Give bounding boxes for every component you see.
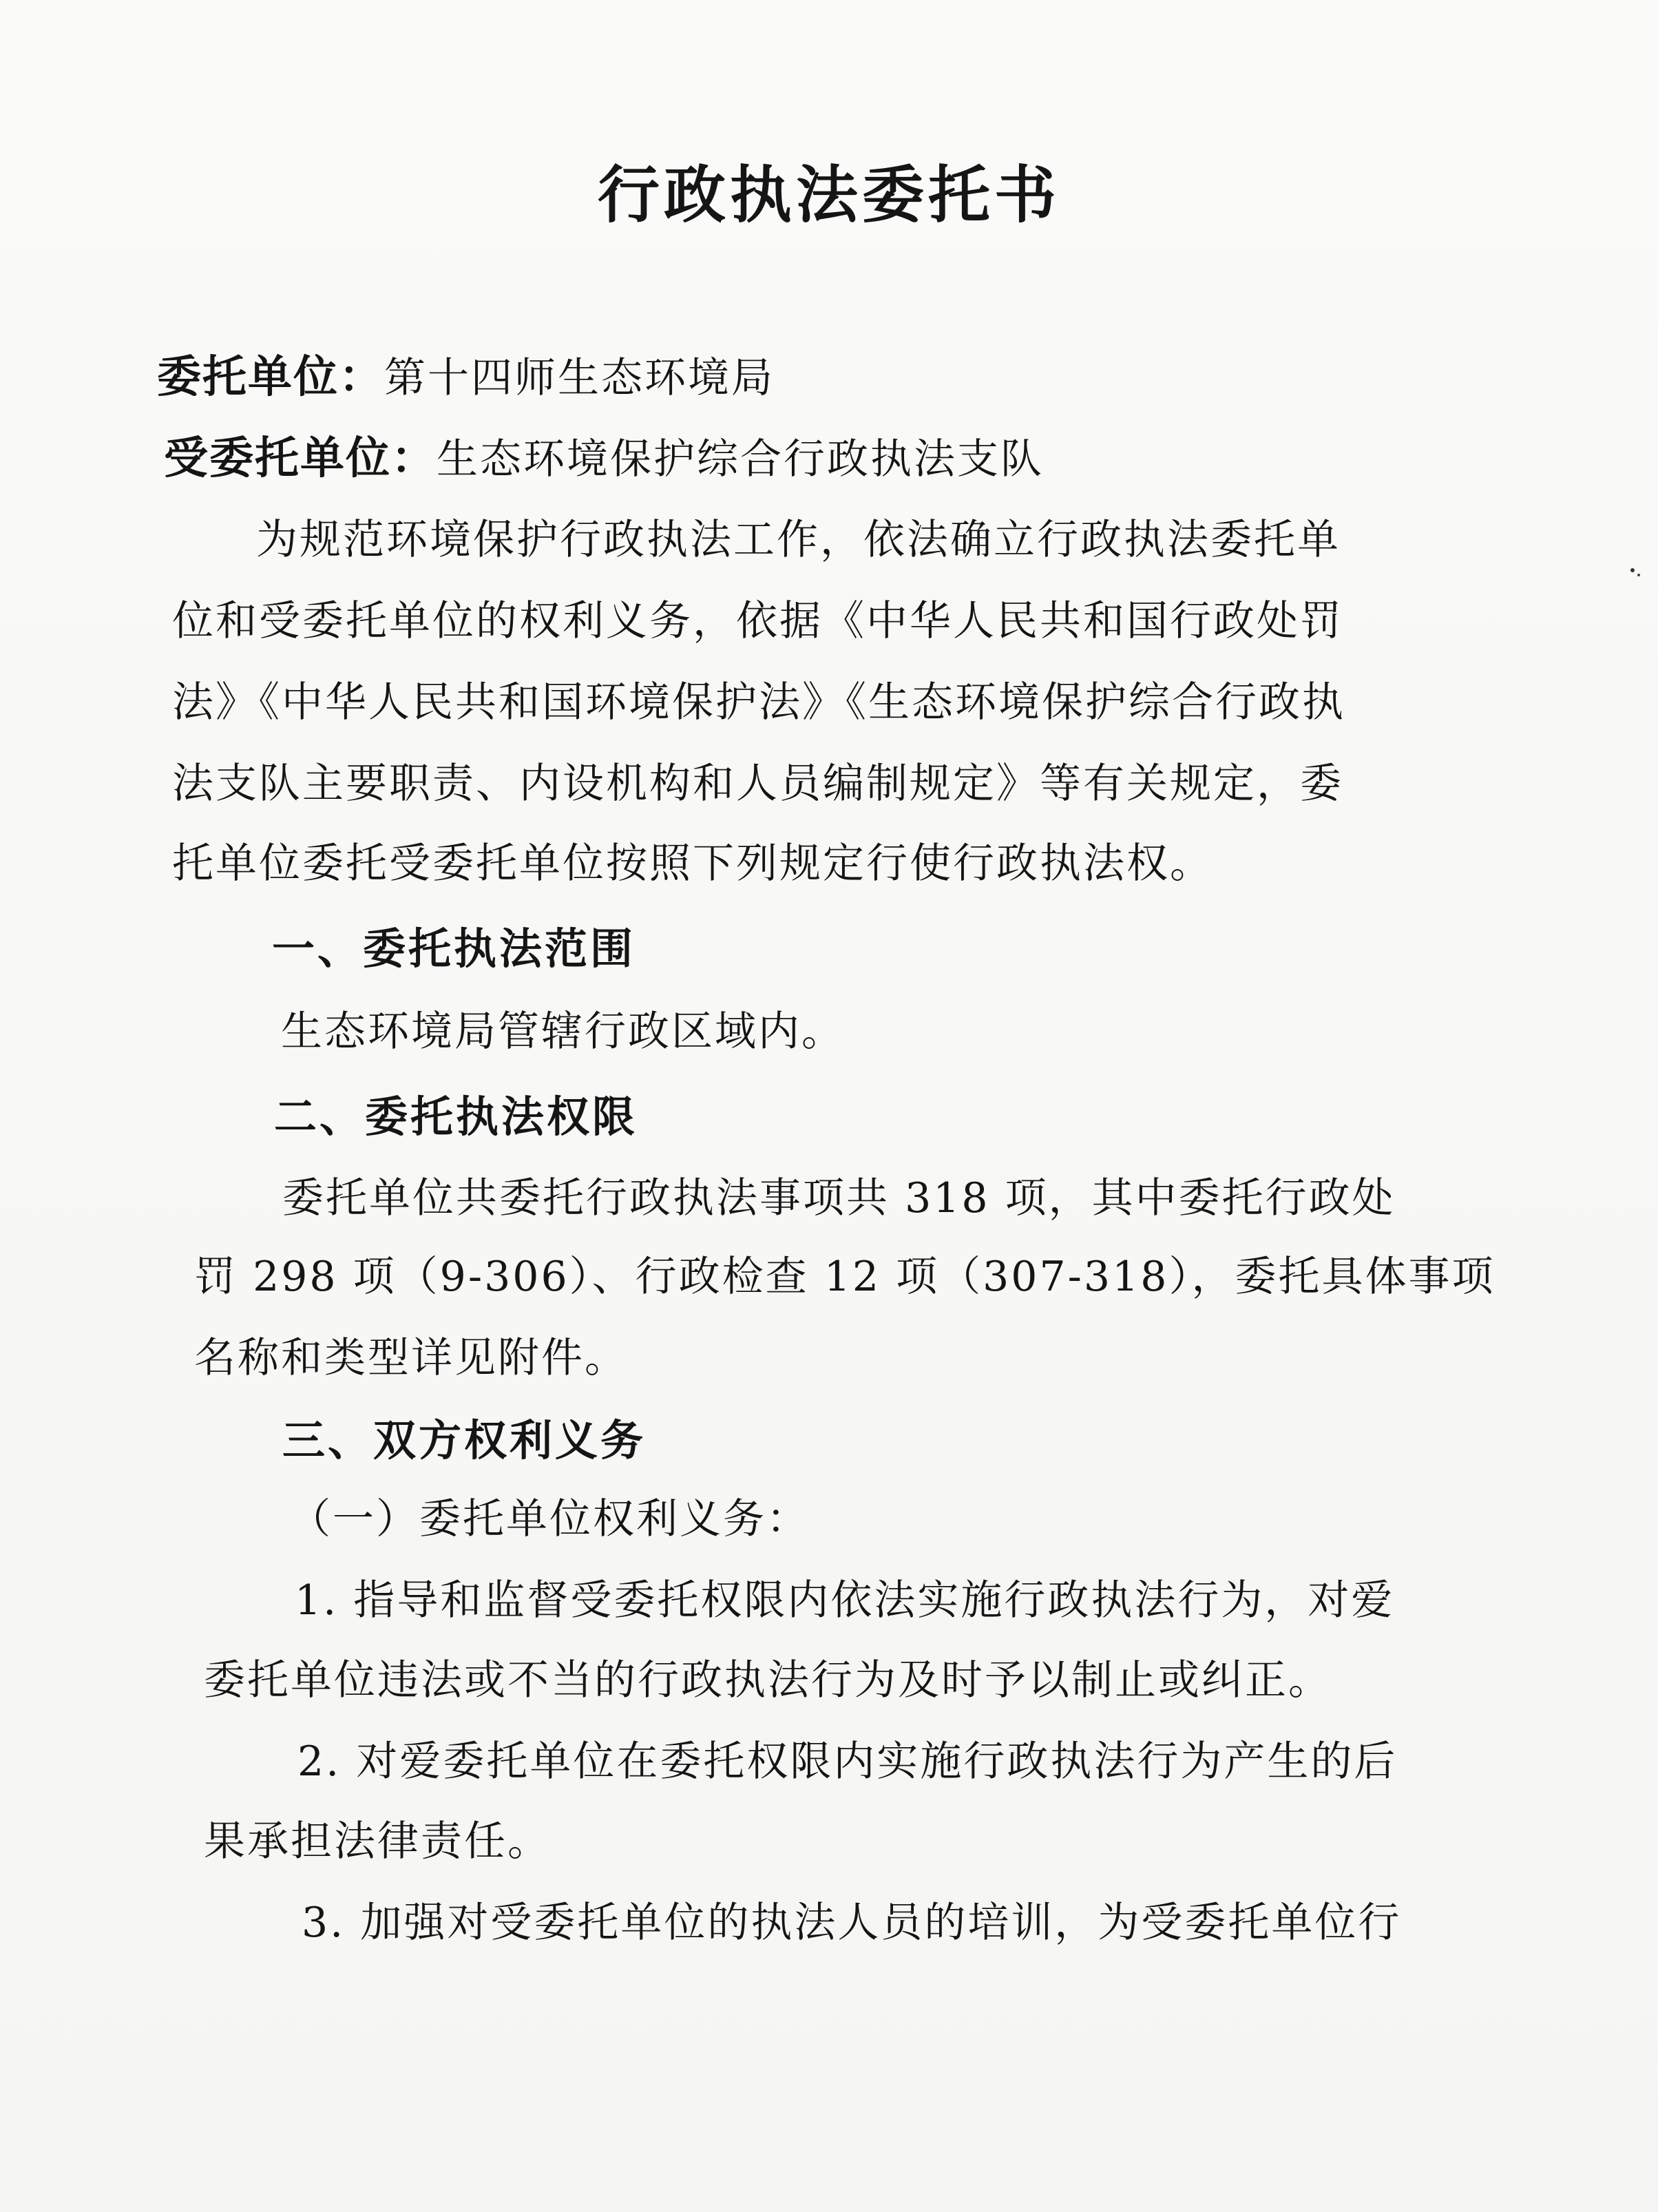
section-subheading: （一）委托单位权利义务： <box>289 1495 810 1543</box>
section-item-line: 2. 对爱委托单位在委托权限内实施行政执法行为产生的后 <box>297 1738 1398 1786</box>
section-heading: 一、委托执法范围 <box>272 924 636 974</box>
preamble-line: 法支队主要职责、内设机构和人员编制规定》等有关规定，委 <box>172 760 1343 808</box>
entrusting-unit-row <box>157 353 775 403</box>
scan-speck <box>1637 574 1640 576</box>
section-body-line: 委托单位共委托行政执法事项共 318 项，其中委托行政处 <box>282 1174 1396 1222</box>
entrusted-unit-value: 生态环境保护综合行政执法支队 <box>437 435 1044 483</box>
section-body-line: 罚 298 项（9-306）、行政检查 12 项（307-318），委托具体事项 <box>194 1253 1496 1301</box>
section-body-line: 名称和类型详见附件。 <box>194 1334 628 1382</box>
preamble-line: 法》《中华人民共和国环境保护法》《生态环境保护综合行政执 <box>172 678 1345 727</box>
section-heading: 二、委托执法权限 <box>274 1092 638 1142</box>
section-item-line: 3. 加强对受委托单位的执法人员的培训，为受委托单位行 <box>302 1899 1402 1947</box>
entrusting-unit-label: 委托单位： <box>157 352 384 403</box>
section-heading: 三、双方权利义务 <box>282 1415 647 1465</box>
preamble-line: 为规范环境保护行政执法工作，依法确立行政执法委托单 <box>256 516 1341 564</box>
entrusted-unit-row <box>164 434 1044 484</box>
entrusted-unit-label: 受委托单位： <box>164 433 437 484</box>
scan-speck <box>1630 568 1635 572</box>
entrusting-unit-value: 第十四师生态环境局 <box>384 354 775 402</box>
document-title: 行政执法委托书 <box>598 159 1060 231</box>
preamble-line: 托单位委托受委托单位按照下列规定行使行政执法权。 <box>172 839 1213 888</box>
section-item-line: 1. 指导和监督受委托权限内依法实施行政执法行为，对爱 <box>295 1576 1395 1625</box>
section-body-line: 生态环境局管辖行政区域内。 <box>281 1008 845 1056</box>
preamble-line: 位和受委托单位的权利义务，依据《中华人民共和国行政处罚 <box>172 597 1343 645</box>
section-item-line: 委托单位违法或不当的行政执法行为及时予以制止或纠正。 <box>204 1656 1332 1704</box>
section-item-line: 果承担法律责任。 <box>204 1817 551 1866</box>
